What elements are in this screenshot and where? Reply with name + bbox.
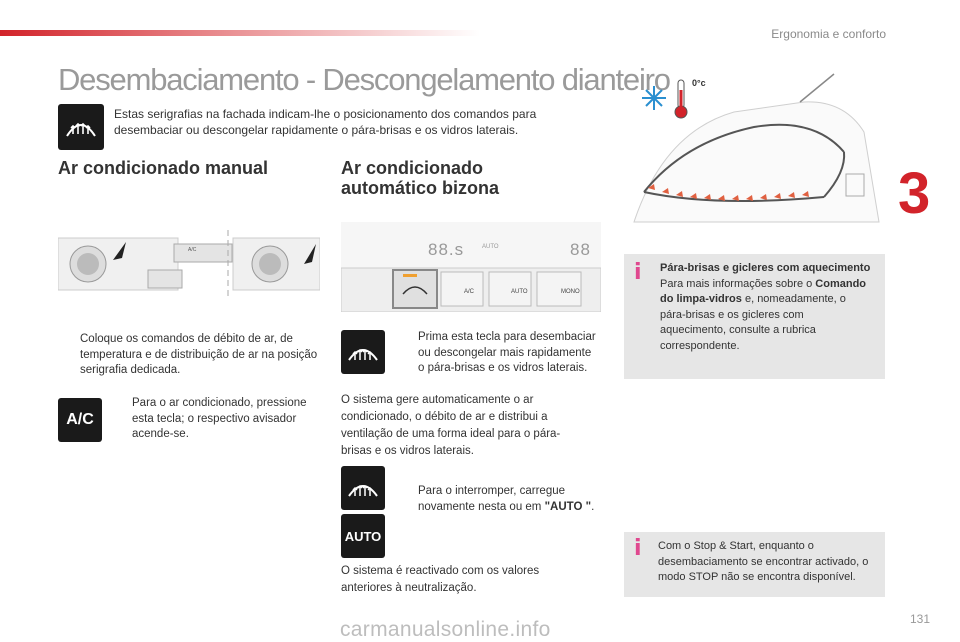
display-auto-label: AUTO xyxy=(482,244,499,250)
auto-bullet-2-text-a: Para o interromper, carregue novamente nesta ou em xyxy=(418,485,566,513)
info-box-stop-start xyxy=(624,532,885,597)
manual-heading: Ar condicionado manual xyxy=(58,158,269,178)
watermark: carmanualsonline.info xyxy=(340,618,551,641)
info-icon: i xyxy=(634,260,642,285)
auto-button-icon: AUTO xyxy=(341,514,385,558)
auto-bullet-2 xyxy=(396,484,610,516)
info-box-1-text-b: e, nomeadamente, o pára-brisas e os gicleres com aquecimento, consulte a rubrica correspondente. xyxy=(660,293,846,352)
manual-bullet-1 xyxy=(58,332,320,380)
windshield-illustration xyxy=(624,72,884,242)
display-digits-2: 88 xyxy=(570,240,591,259)
info-box-1-text-a: Para mais informações sobre o xyxy=(660,277,816,290)
display-digits: 88.s xyxy=(428,240,465,259)
section-header: Ergonomia e conforto xyxy=(771,27,886,41)
info-icon: i xyxy=(634,536,642,561)
auto-bullet-2-text xyxy=(418,484,614,515)
info-box-1-title: Pára-brisas e gicleres com aquecimento xyxy=(660,262,871,274)
manual-bullet-2 xyxy=(110,396,322,444)
info-box-1-bold: Comando do limpa-vidros xyxy=(660,277,867,305)
manual-control-panel xyxy=(58,230,320,300)
auto-bullet-2-end: . xyxy=(591,500,595,513)
info-box-heated-windscreen xyxy=(624,254,885,379)
panel-button-auto: AUTO xyxy=(511,289,528,295)
auto-control-panel xyxy=(341,222,601,312)
panel-button-ac: A/C xyxy=(464,289,475,295)
info-box-2-text: Com o Stop & Start, enquanto o desembaciamento se encontrar activado, o modo STOP não se encontra disponível. xyxy=(658,540,869,583)
intro-text: Estas serigrafias na fachada indicam-lhe o posicionamento dos comandos para desembaciar ou descongelar rapidamente o pára-brisas e os vidros laterais. xyxy=(114,107,537,137)
front-defrost-icon xyxy=(58,104,104,150)
auto-bullet-1-text: Prima esta tecla para desembaciar ou descongelar mais rapidamente o pára-brisas e os vidros laterais. xyxy=(418,331,596,374)
chapter-number: 3 xyxy=(898,161,931,226)
auto-bullet-2-bold: "AUTO " xyxy=(544,500,592,513)
page-number: 131 xyxy=(909,612,930,626)
auto-paragraph: O sistema gere automaticamente o ar condicionado, o débito de ar e distribui a ventilação de uma forma ideal para o pára-brisas e os vidros laterais. xyxy=(341,394,561,457)
info-box-1-text xyxy=(660,261,872,354)
manual-bullet-2-text: Para o ar condicionado, pressione esta tecla; o respectivo avisador acende-se. xyxy=(132,397,307,440)
auto-heading-line2: automático bizona xyxy=(341,178,500,198)
auto-bullet-1 xyxy=(396,330,600,390)
temperature-label: 0°c xyxy=(692,78,706,88)
ac-button-icon: A/C xyxy=(58,398,102,442)
header-accent-bar xyxy=(0,30,480,36)
defrost-stop-icon xyxy=(341,466,385,510)
max-defrost-icon xyxy=(341,330,385,374)
manual-bullet-1-text: Coloque os comandos de débito de ar, de temperatura e de distribuição de ar na posição serigrafia dedicada. xyxy=(80,333,318,376)
auto-closing: O sistema é reactivado com os valores anteriores à neutralização. xyxy=(341,565,540,594)
auto-heading-line1: Ar condicionado xyxy=(341,158,484,178)
auto-heading xyxy=(341,158,499,198)
panel-ac-label: A/C xyxy=(188,247,197,253)
page-title: Desembaciamento - Descongelamento dianteiro xyxy=(58,62,670,97)
panel-button-mono: MONO xyxy=(561,289,580,295)
